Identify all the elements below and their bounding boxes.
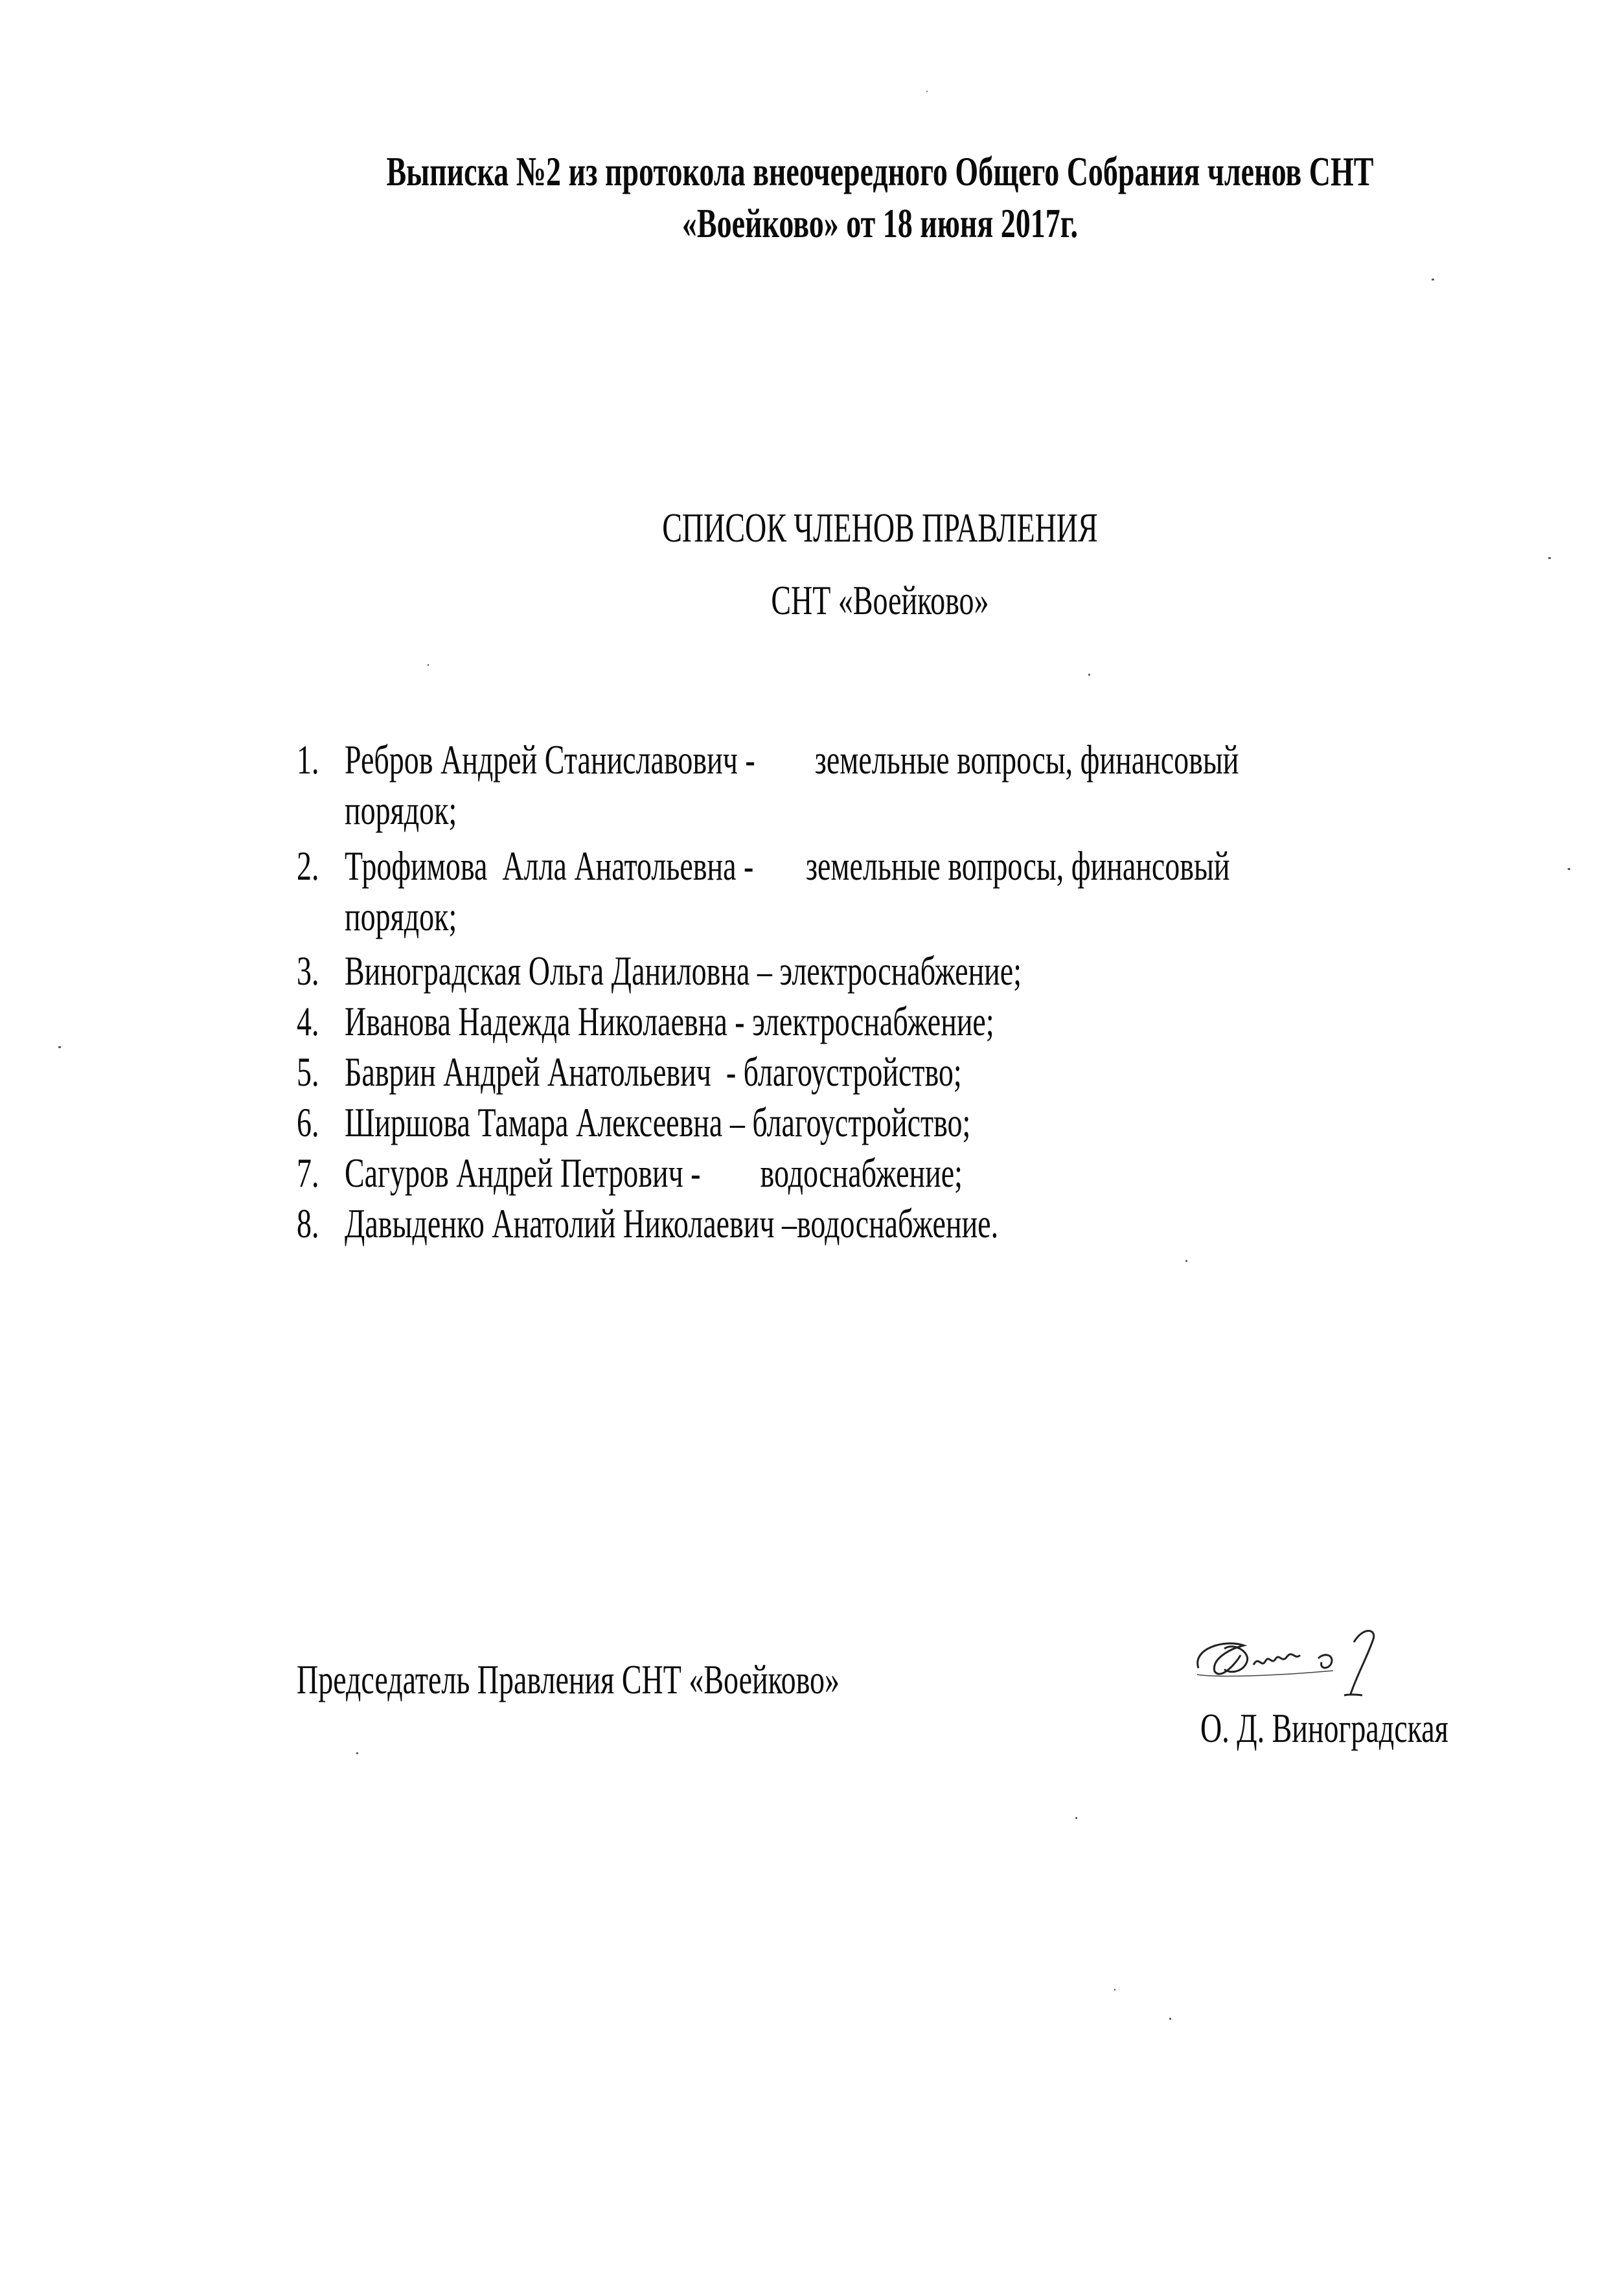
list-item-text: Виноградская Ольга Даниловна – электроснабжение;: [345, 947, 1022, 994]
handwritten-signature: [1185, 1623, 1458, 1700]
list-item-number: 2.: [297, 842, 319, 889]
scan-speck: [58, 1046, 61, 1048]
signatory-title: Председатель Правления СНТ «Воейково»: [297, 1656, 840, 1702]
list-item-text-continued: порядок;: [345, 893, 457, 939]
scan-speck: [1114, 1989, 1115, 1991]
scan-speck: [356, 1752, 358, 1754]
list-item-text: Ребров Андрей Станиславович - земельные вопросы, финансовый: [345, 736, 1239, 783]
scan-speck: [1548, 557, 1551, 559]
scan-speck: [1169, 2018, 1171, 2020]
scan-speck: [1075, 1817, 1077, 1819]
list-item-text: Ширшова Тамара Алексеевна – благоустройство;: [345, 1099, 971, 1145]
list-item-number: 1.: [297, 736, 319, 783]
list-item-text: Давыденко Анатолий Николаевич –водоснабжение.: [345, 1200, 999, 1246]
list-item-text: Иванова Надежда Николаевна - электроснабжение;: [345, 998, 994, 1044]
list-item-text-continued: порядок;: [345, 786, 457, 833]
document-title-line-2: «Воейково» от 18 июня 2017г.: [681, 200, 1079, 246]
list-item-text: Трофимова Алла Анатольевна - земельные вопросы, финансовый: [345, 842, 1230, 889]
scan-speck: [926, 91, 928, 92]
list-item-text: Баврин Андрей Анатольевич - благоустройство;: [345, 1048, 962, 1095]
list-item-number: 3.: [297, 947, 319, 994]
scan-speck: [428, 664, 429, 666]
list-item-number: 7.: [297, 1149, 319, 1196]
list-heading: СПИСОК ЧЛЕНОВ ПРАВЛЕНИЯ: [662, 504, 1098, 551]
list-subheading: СНТ «Воейково»: [771, 577, 989, 623]
list-item-number: 6.: [297, 1099, 319, 1145]
list-item-number: 4.: [297, 998, 319, 1044]
scan-speck: [1432, 279, 1434, 280]
scan-speck: [1185, 1260, 1187, 1262]
document-title-line-1: Выписка №2 из протокола внеочередного Общего Собрания членов СНТ: [386, 148, 1374, 194]
scan-speck: [1088, 674, 1090, 676]
list-item-text: Сагуров Андрей Петрович - водоснабжение;: [345, 1149, 963, 1196]
list-item-number: 8.: [297, 1200, 319, 1246]
list-item-number: 5.: [297, 1048, 319, 1095]
scan-speck: [1568, 868, 1570, 870]
signatory-name: О. Д. Виноградская: [1200, 1704, 1448, 1751]
